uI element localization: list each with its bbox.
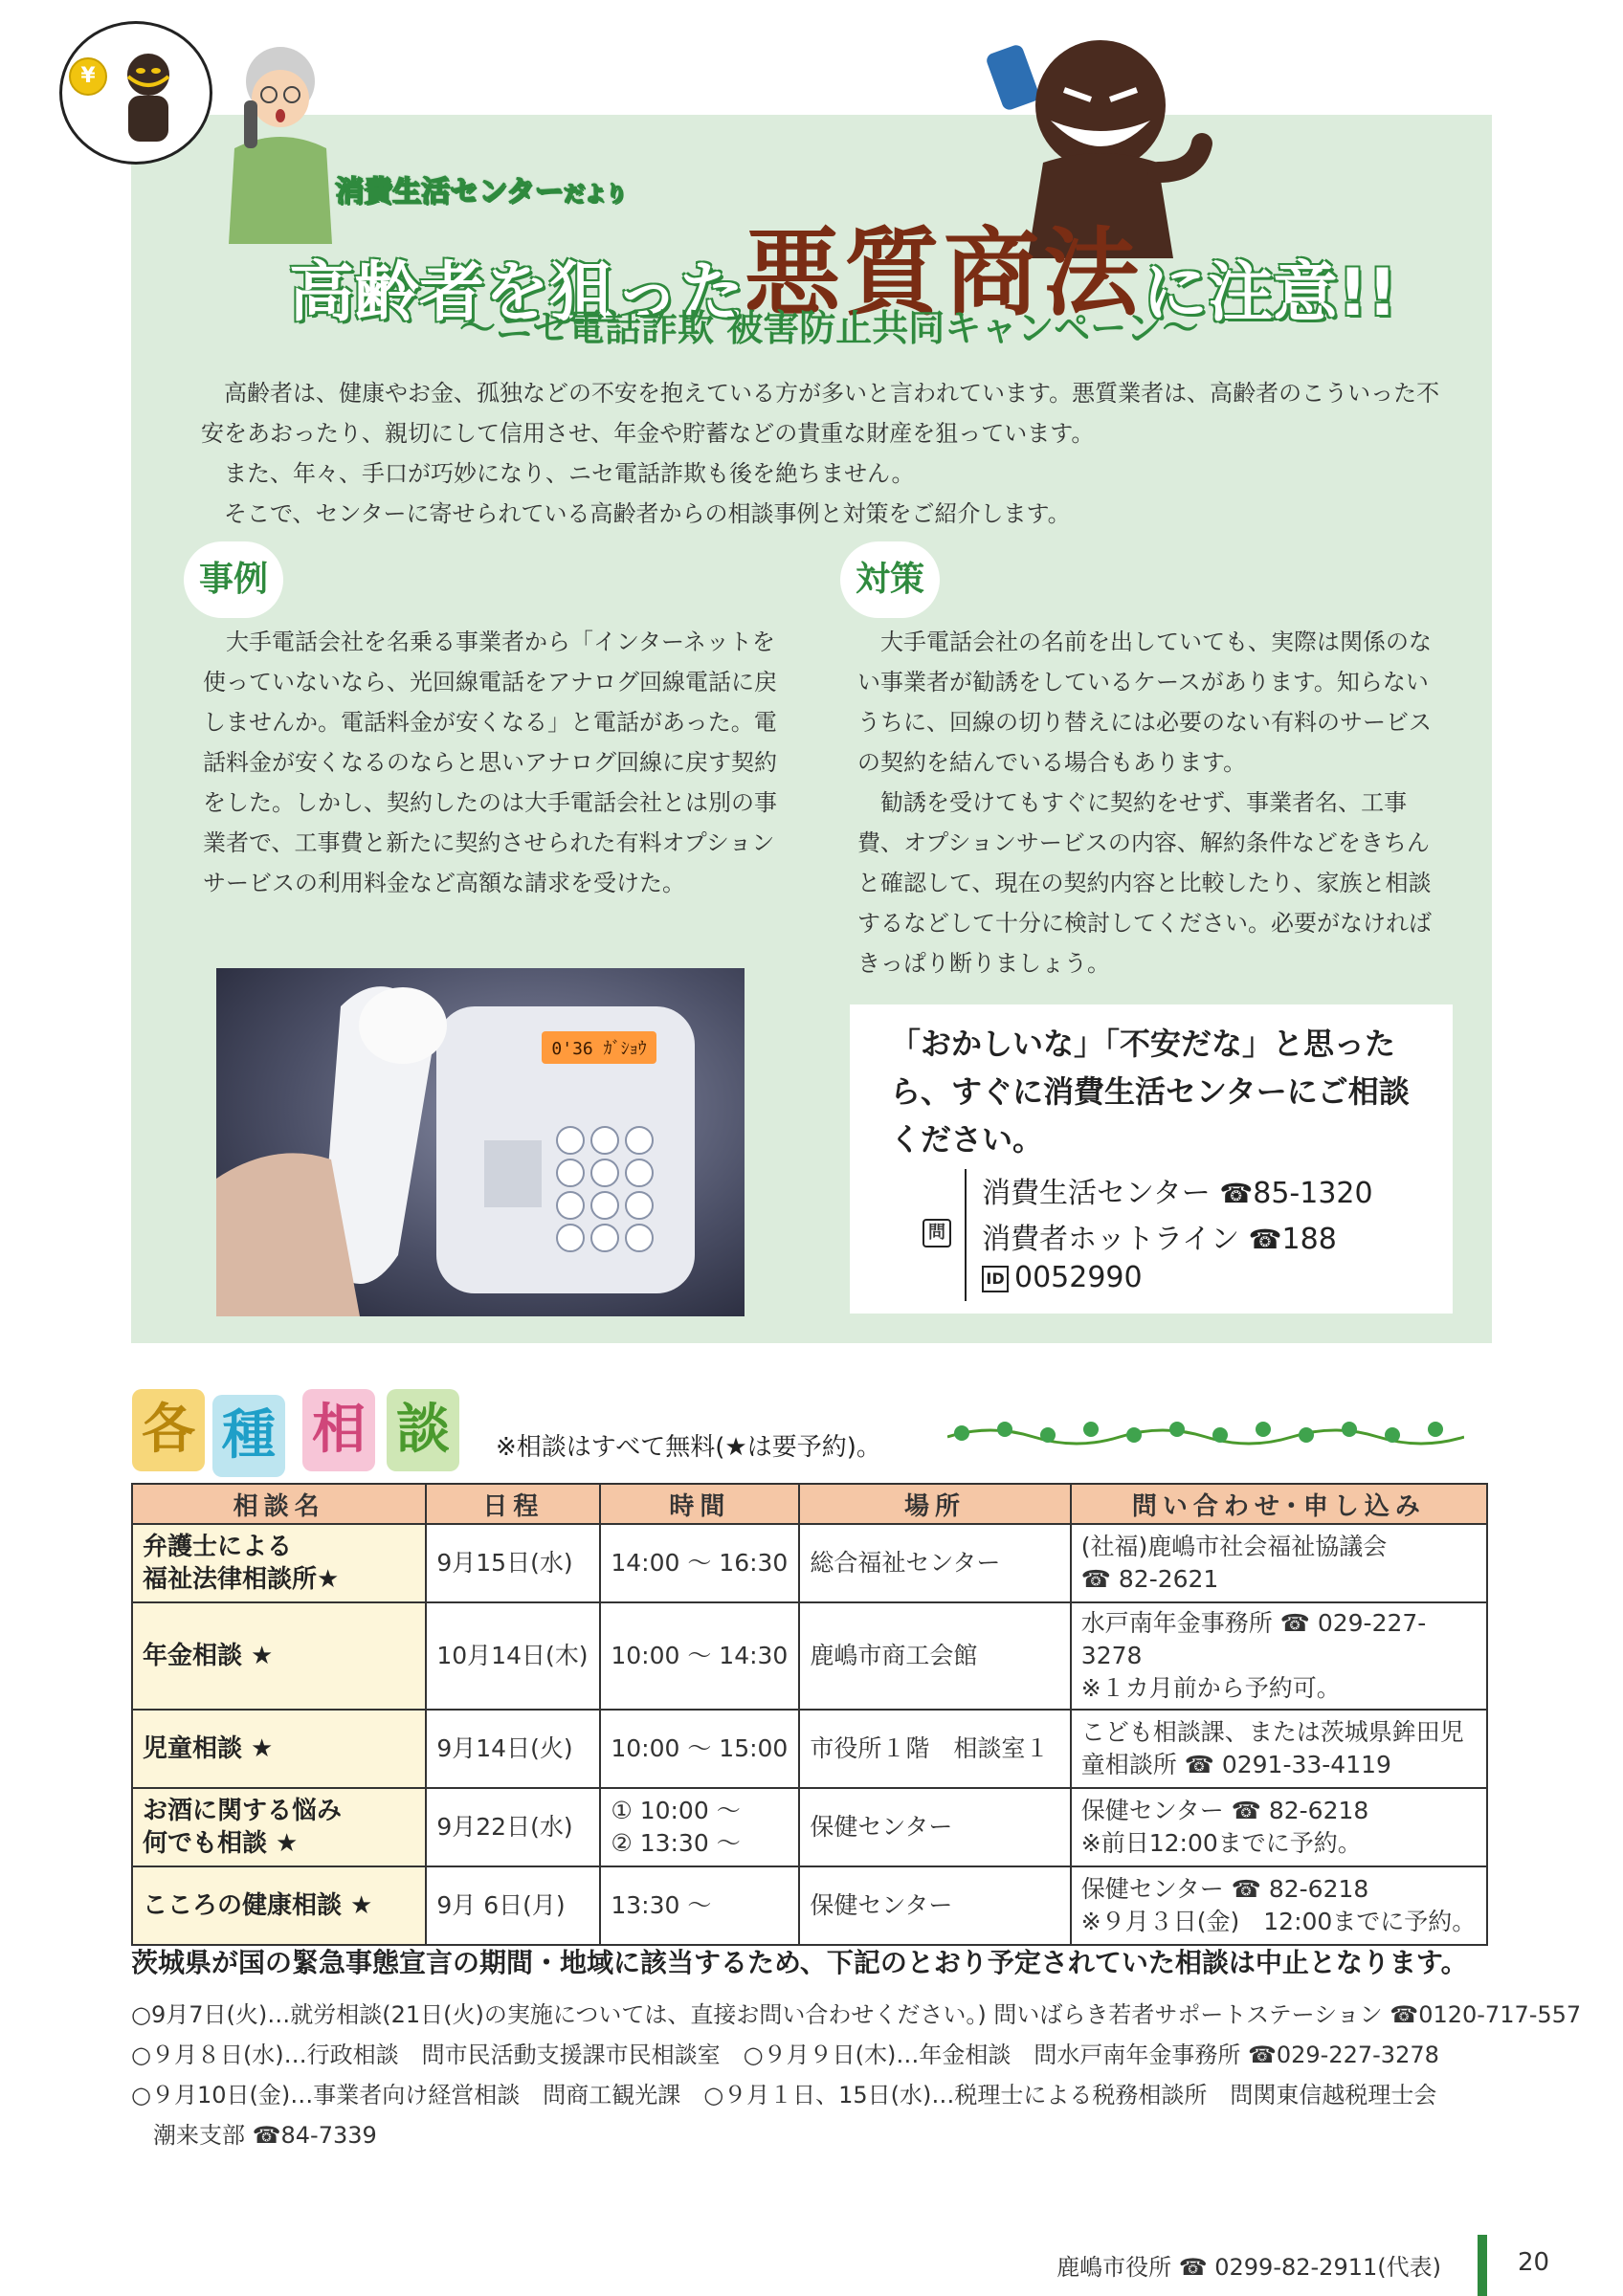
cancellation-line: ○９月10日(金)…事業者向け経営相談 問商工観光課 ○９月１日、15日(水)…税理士による税務相談所 問関東信越税理士会 [131, 2082, 1437, 2108]
consult-contact: 保健センター ☎ 82-6218 ※９月３日(金) 12:00までに予約。 [1071, 1866, 1487, 1945]
consult-contact: 保健センター ☎ 82-6218 ※前日12:00までに予約。 [1071, 1788, 1487, 1866]
column-header: 相談名 [132, 1484, 426, 1524]
contact-id: ID 0052990 [982, 1261, 1143, 1294]
small-villain-illustration [115, 48, 182, 144]
consult-name: こころの健康相談 ★ [132, 1866, 426, 1945]
column-header: 場所 [799, 1484, 1070, 1524]
consult-date: 10月14日(木) [426, 1602, 600, 1710]
contact-center: 消費生活センター ☎85-1320 [982, 1177, 1373, 1210]
heading-tile-3: 相 [302, 1389, 375, 1471]
heading-tile-1: 各 [132, 1389, 205, 1471]
consult-contact: 水戸南年金事務所 ☎ 029-227-3278 ※１カ月前から予約可。 [1071, 1602, 1487, 1710]
page-number: 20 [1518, 2248, 1550, 2277]
contact-divider [965, 1169, 967, 1301]
consult-contact: こども相談課、または茨城県鉾田児童相談所 ☎ 0291-33-4119 [1071, 1710, 1487, 1788]
phone-icon: ☎ [1219, 1178, 1254, 1209]
consult-date: 9月14日(火) [426, 1710, 600, 1788]
heading-tile-4: 談 [387, 1389, 459, 1471]
table-row [132, 1710, 1487, 1788]
clover-vine-decoration [947, 1416, 1464, 1454]
consult-place: 市役所１階 相談室１ [799, 1710, 1070, 1788]
case-text: 大手電話会社を名乗る事業者から「インターネットを使っていないなら、光回線電話をアナログ回線電話に戻しませんか。電話料金が安くなる」と電話があった。電話料金が安くなるのならと思いアナログ回線に戻す契約をした。しかし、契約したのは大手電話会社とは別の事業者で、工事費と新たに契約させられた有料オプションサービスの利用料金など高額な請求を受けた。 [203, 629, 777, 896]
cancellation-line: ○９月８日(水)…行政相談 問市民活動支援課市民相談室 ○９月９日(木)…年金相談 問水戸南年金事務所 ☎029-227-3278 [131, 2042, 1439, 2068]
case-label: 事例 [184, 541, 283, 618]
telephone-illustration [216, 968, 745, 1316]
consult-date: 9月15日(水) [426, 1524, 600, 1602]
heading-tile-2: 種 [212, 1395, 285, 1477]
measure-label: 対策 [840, 541, 940, 618]
consult-place: 総合福祉センター [799, 1524, 1070, 1602]
id-icon: ID [982, 1266, 1009, 1292]
consult-place: 鹿嶋市商工会館 [799, 1602, 1070, 1710]
consult-place: 保健センター [799, 1788, 1070, 1866]
consult-name: 弁護士による 福祉法律相談所★ [132, 1524, 426, 1602]
consult-date: 9月22日(水) [426, 1788, 600, 1866]
advice-lead: 「おかしいな」「不安だな」と思ったら、すぐに消費生活センターにご相談ください。 [890, 1026, 1410, 1158]
table-row [132, 1788, 1487, 1866]
column-header: 時間 [600, 1484, 799, 1524]
column-header: 日程 [426, 1484, 600, 1524]
phone-icon: ☎ [1248, 1224, 1282, 1255]
consult-time: 14:00 ～ 16:30 [600, 1524, 799, 1602]
consult-place: 保健センター [799, 1866, 1070, 1945]
table-row [132, 1602, 1487, 1710]
advice-box [850, 1004, 1453, 1314]
footer-accent-bar [1478, 2235, 1487, 2296]
table-row [132, 1866, 1487, 1945]
measure-text: 大手電話会社の名前を出していても、実際は関係のない事業者が勧誘をしているケースがあります。知らないうちに、回線の切り替えには必要のない有料のサービスの契約を結んでいる場合もあります。 勧誘を受けてもすぐに契約をせず、事業者名、工事費、オプションサービスの内容、解約条件などをきちんと確認して、現在の契約内容と比較したり、家族と相談するなどして十分に検討してください。必要がなければきっぱり断りましょう。 [857, 629, 1432, 977]
contact-hotline: 消費者ホットライン ☎188 [982, 1223, 1337, 1256]
cancellation-line: ○9月7日(火)…就労相談(21日(火)の実施については、直接お問い合わせください。) 問いばらき若者サポートステーション ☎0120-717-557 [131, 2001, 1582, 2028]
consult-contact: (社福)鹿嶋市社会福祉協議会 ☎ 82-2621 [1071, 1524, 1487, 1602]
consult-name: 児童相談 ★ [132, 1710, 426, 1788]
consult-time: 13:30 ～ [600, 1866, 799, 1945]
telephone-photo [216, 968, 745, 1316]
consultation-table [131, 1483, 1488, 1946]
cancellation-line: 潮来支部 ☎84-7339 [153, 2122, 377, 2149]
table-row [132, 1524, 1487, 1602]
free-consultation-note: ※相談はすべて無料(★は要予約)。 [496, 1433, 881, 1462]
title-kicker: 消費生活センターだより [335, 175, 627, 209]
consult-name: お酒に関する悩み 何でも相談 ★ [132, 1788, 426, 1866]
inquiry-mark-icon: 問 [923, 1219, 951, 1247]
consult-time: ① 10:00 ～ ② 13:30 ～ [600, 1788, 799, 1866]
intro-text: 高齢者は、健康やお金、孤独などの不安を抱えている方が多いと言われています。悪質業者は、高齢者のこういった不安をあおったり、親切にして信用させ、年金や貯蓄などの貴重な財産を狙っています。 また、年々、手口が巧妙になり、ニセ電話詐欺も後を絶ちません。 そこで、センターに寄せられている高齢者からの相談事例と対策をご紹介します。 [201, 380, 1440, 527]
yen-coin-icon: ¥ [69, 57, 107, 96]
cancellation-heading: 茨城県が国の緊急事態宣言の期間・地域に該当するため、下記のとおり予定されていた相談は中止となります。 [131, 1947, 1468, 1978]
page-title: 高齢者を狙った悪質商法に注意!! [289, 216, 1398, 331]
table-header-row [132, 1484, 1487, 1524]
consult-date: 9月 6日(月) [426, 1866, 600, 1945]
consult-time: 10:00 ～ 15:00 [600, 1710, 799, 1788]
consult-name: 年金相談 ★ [132, 1602, 426, 1710]
campaign-subtitle: 〜ニセ電話詐欺 被害防止共同キャンペーン〜 [459, 307, 1199, 349]
consult-time: 10:00 ～ 14:30 [600, 1602, 799, 1710]
city-hall-contact: 鹿嶋市役所 ☎ 0299-82-2911(代表) [1056, 2254, 1441, 2281]
phone-display-text: 0'36 ｶﾞｼｮｳ [551, 1039, 647, 1059]
column-header: 問い合わせ･申し込み [1071, 1484, 1487, 1524]
